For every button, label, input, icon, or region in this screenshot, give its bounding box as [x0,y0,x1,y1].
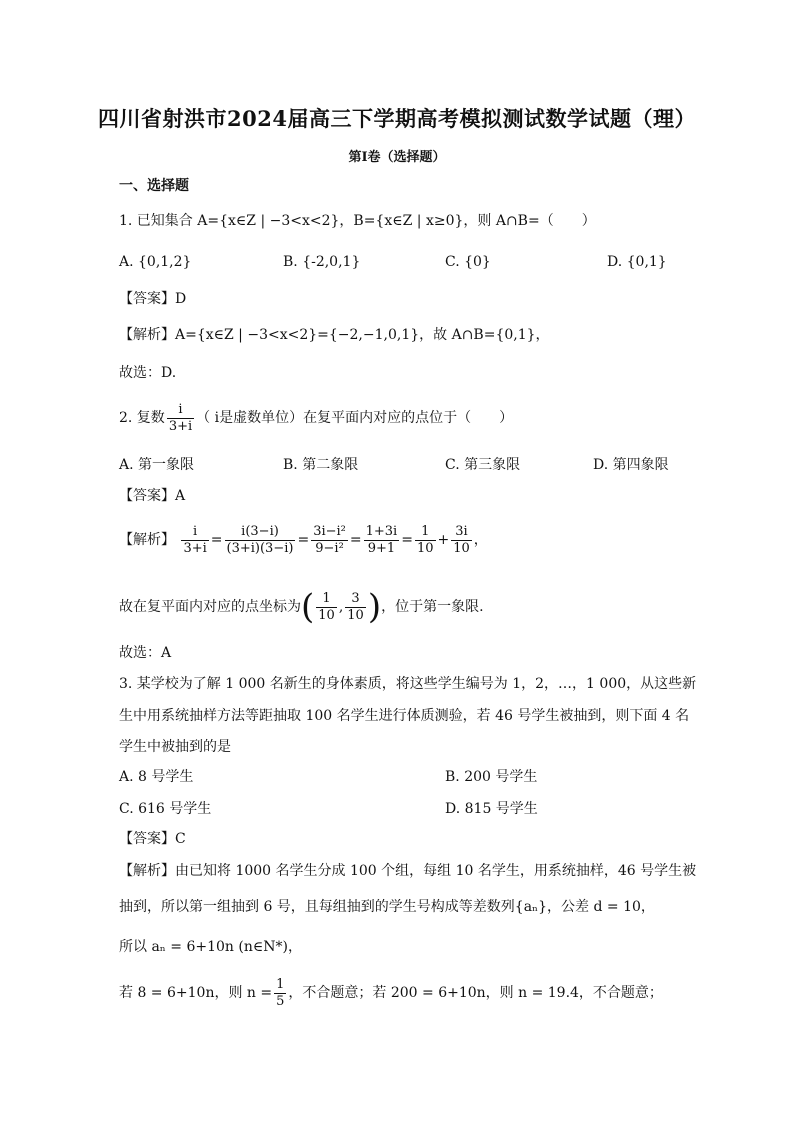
q2-analysis-frac-4: $\frac{1+3i}{9+1}$ [365,523,398,556]
q3-analysis-line-2: 抽到，所以第一组抽到 6 号，且每组抽到的学生号构成等差数列{aₙ}，公差 d = 10， [119,899,655,915]
q2-stem-suffix: （ i是虚数单位）在复平面内对应的点位于（ ） [196,410,514,426]
q1-stem: 1. 已知集合 A={x∈Z | −3<x<2}，B={x∈Z | x≥0}，则 A∩B=（ ） [119,213,596,229]
q2-answer: 【答案】A [119,488,186,504]
q1-option-b: B. {-2,0,1} [283,254,361,270]
q3-last-prefix: 若 8 = 6+10n，则 n = [119,985,273,1001]
q3-last-fraction: $\frac{1}{5}$ [276,976,285,1009]
q3-stem-line-3: 学生中被抽到的是 [119,739,231,755]
q2-stem [119,400,513,436]
q2-option-c: C. 第三象限 [445,457,521,473]
q3-analysis-line-1: 【解析】由已知将 1000 名学生分成 100 个组，每组 10 名学生，用系统抽样，46 号学生被 [119,863,697,879]
q2-point: 故在复平面内对应的点坐标为( $\frac{1}{10}$ , $\frac{3}{10}$ )，位于第一象限. [119,587,484,627]
q3-stem-line-2: 生中用系统抽样方法等距抽取 100 名学生进行体质测验，若 46 号学生被抽到，则下面 4 名 [119,708,690,724]
q2-analysis-frac-2: $\frac{i(3-i)}{(3+i)(3-i)}$ [226,523,294,556]
q3-option-a: A. 8 号学生 [119,769,194,785]
q2-stem-fraction: $\frac{i}{3+i}$ [168,401,193,434]
q2-analysis-frac-1: $\frac{i}{3+i}$ [183,523,207,556]
q3-option-b: B. 200 号学生 [445,769,538,785]
q1-conclusion: 故选：D. [119,365,177,381]
q3-last-suffix: ，不合题意；若 200 = 6+10n，则 n = 19.4，不合题意； [288,985,663,1001]
q3-option-d: D. 815 号学生 [445,801,538,817]
page-subtitle: 第I卷（选择题） [348,150,446,165]
section-heading: 一、选择题 [119,178,189,194]
q3-analysis-line-3: 所以 aₙ = 6+10n (n∈N*)， [119,939,302,955]
q1-option-a: A. {0,1,2} [119,254,192,270]
q1-option-d: D. {0,1} [607,254,667,270]
q2-analysis-label: 【解析】 [119,532,175,548]
q3-option-c: C. 616 号学生 [119,801,212,817]
q2-option-b: B. 第二象限 [283,457,359,473]
q1-analysis: 【解析】A={x∈Z | −3<x<2}={−2,−1,0,1}，故 A∩B={0,1}， [119,327,550,343]
q2-stem-prefix: 2. 复数 [119,410,165,426]
q2-option-a: A. 第一象限 [119,457,195,473]
q2-analysis: 【解析】 $\frac{i}{3+i}$ = $\frac{i(3-i)}{(3+i)(3-i)}$ = $\frac{\text{3i−i²}}{\text{9−i²}}$ = $\frac{1+3i}{9+1}$ = $\frac{1}{10}$ + $\frac{3i}{10}$ ， [119,523,488,556]
q1-option-c: C. {0} [445,254,491,270]
q2-analysis-frac-5: $\frac{1}{10}$ [416,523,434,556]
q3-analysis-line-4 [119,971,663,1015]
q3-stem-line-1: 3. 某学校为了解 1 000 名新生的身体素质，将这些学生编号为 1，2，…，1 000，从这些新 [119,676,697,692]
page-title: 四川省射洪市2024届高三下学期高考模拟测试数学试题（理） [98,106,696,131]
q2-option-d: D. 第四象限 [593,457,669,473]
q2-point-frac-x: $\frac{1}{10}$ [318,590,335,623]
q2-point-frac-y: $\frac{3}{10}$ [347,590,364,623]
q2-analysis-frac-3: $\frac{\text{3i−i²}}{\text{9−i²}}$ [313,523,346,556]
q2-analysis-frac-6: $\frac{3i}{10}$ [453,523,470,556]
q3-answer: 【答案】C [119,831,186,847]
q2-point-prefix: 故在复平面内对应的点坐标为 [119,599,301,615]
q2-conclusion: 故选：A [119,645,172,661]
q2-point-suffix: ，位于第一象限. [381,599,484,615]
q1-answer: 【答案】D [119,291,187,307]
